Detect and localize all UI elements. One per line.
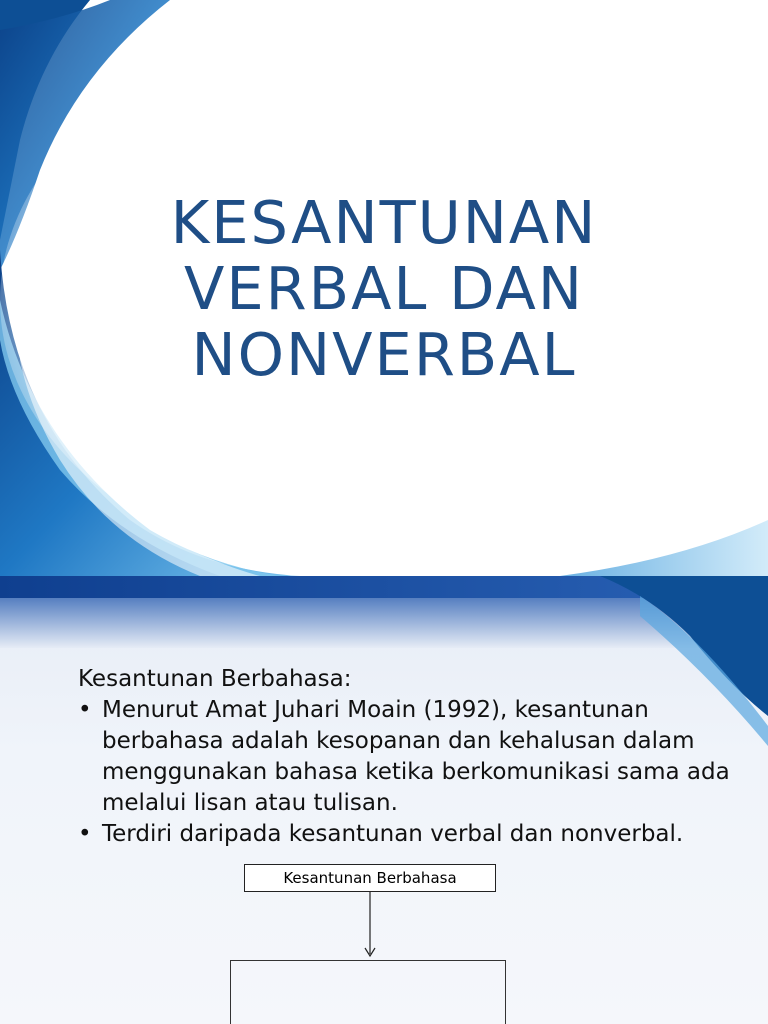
section-heading: Kesantunan Berbahasa: xyxy=(78,666,352,692)
bullet-item-1: • Menurut Amat Juhari Moain (1992), kesantunan berbahasa adalah kesopanan dan kehalusan dalam menggunakan bahasa ketika berkomunikasi sama ada melalui lisan atau tulisan. xyxy=(78,695,738,819)
title-line-3: NONVERBAL xyxy=(191,320,577,389)
slide-title xyxy=(0,190,768,388)
bullet-item-2: • Terdiri daripada kesantunan verbal dan nonverbal. xyxy=(78,819,738,850)
title-line-1: KESANTUNAN xyxy=(170,188,598,257)
diagram-child-box xyxy=(230,960,506,1024)
diagram-root-box: Kesantunan Berbahasa xyxy=(244,864,496,892)
title-line-2: VERBAL DAN xyxy=(184,254,584,323)
diagram-connector xyxy=(0,576,768,1024)
content-slide xyxy=(0,576,768,1024)
